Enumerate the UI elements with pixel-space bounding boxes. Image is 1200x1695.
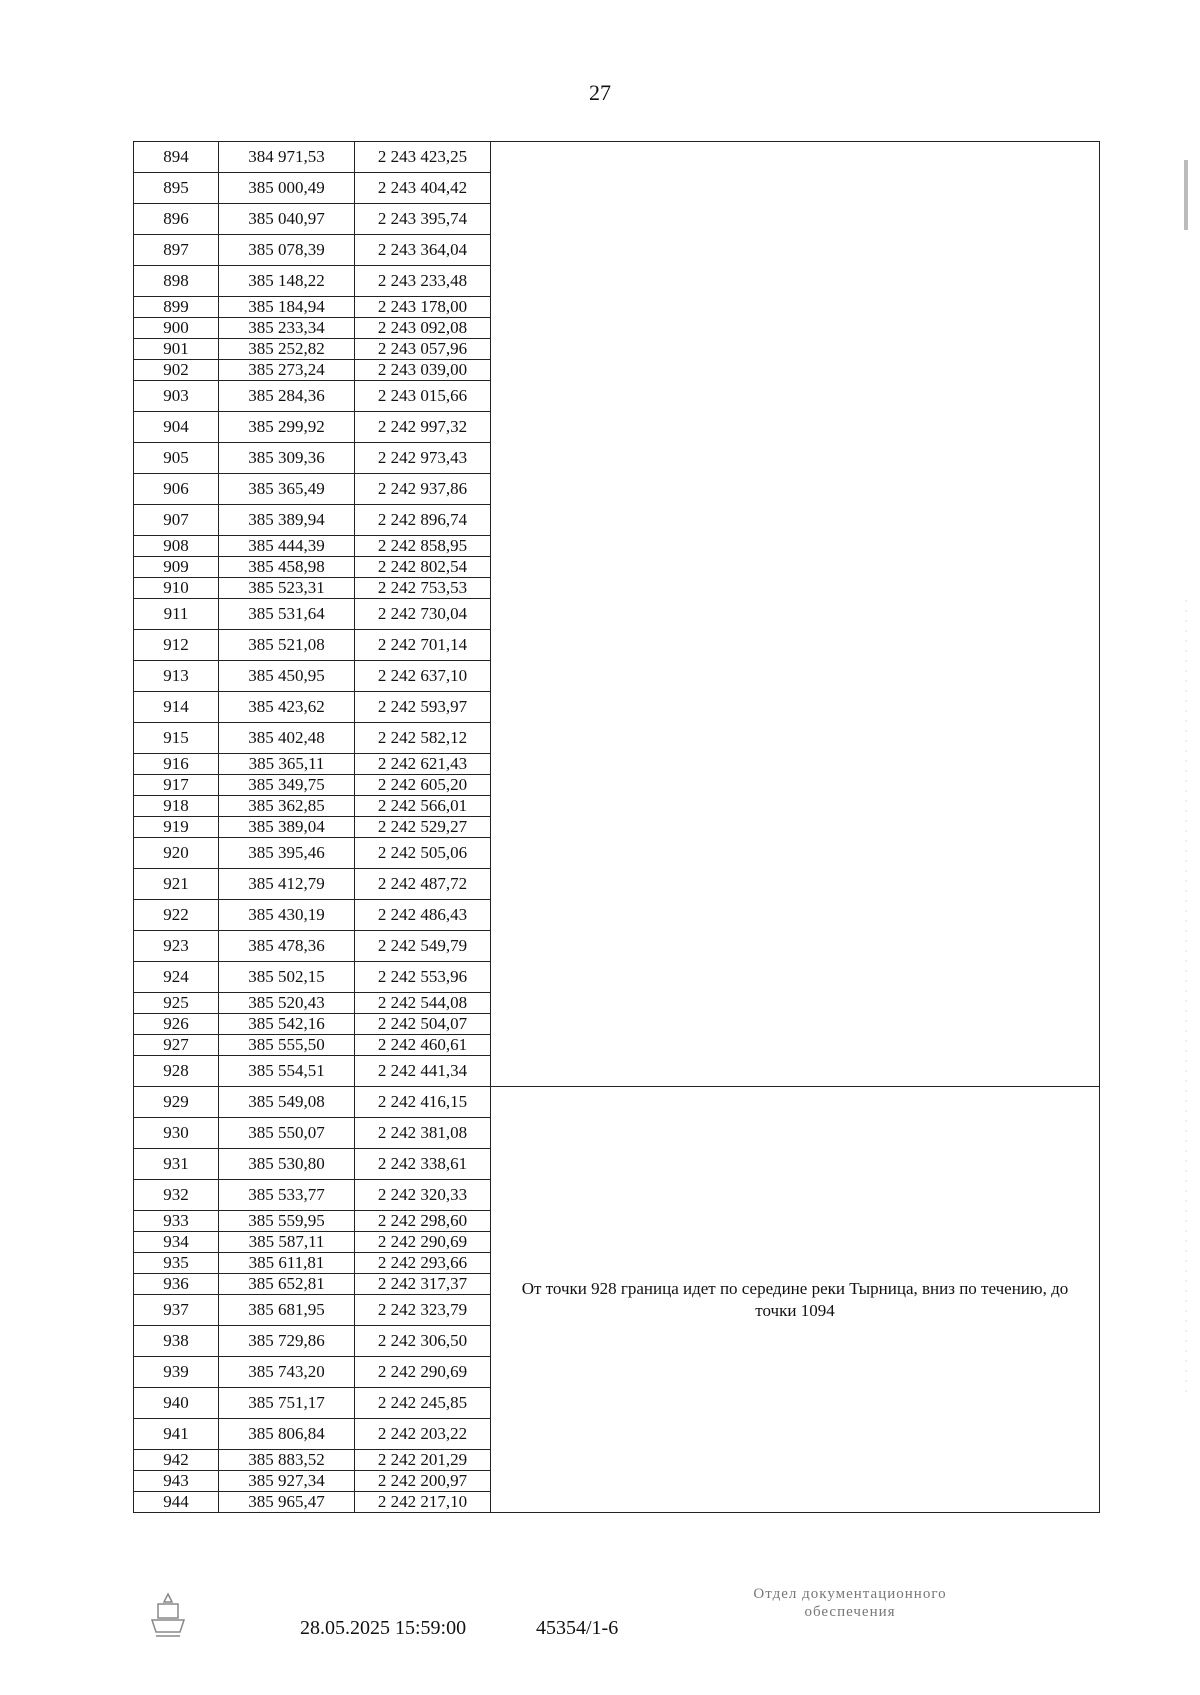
y-coordinate-cell: 2 242 323,79 [355,1295,491,1326]
point-number-cell: 916 [134,754,219,775]
point-number-cell: 903 [134,381,219,412]
point-number-cell: 906 [134,474,219,505]
x-coordinate-cell: 385 309,36 [219,443,355,474]
boundary-description: От точки 928 граница идет по середине реки Тырница, вниз по течению, до точки 1094 [491,1087,1100,1513]
x-coordinate-cell: 385 412,79 [219,869,355,900]
x-coordinate-cell: 385 349,75 [219,775,355,796]
point-number-cell: 913 [134,661,219,692]
x-coordinate-cell: 385 927,34 [219,1471,355,1492]
footer-doc-number: 45354/1-6 [536,1617,619,1639]
x-coordinate-cell: 385 530,80 [219,1149,355,1180]
x-coordinate-cell: 385 402,48 [219,723,355,754]
y-coordinate-cell: 2 242 320,33 [355,1180,491,1211]
point-number-cell: 910 [134,578,219,599]
page-number: 27 [589,80,611,105]
department-stamp-line1: Отдел документационного [753,1586,947,1602]
y-coordinate-cell: 2 242 582,12 [355,723,491,754]
point-number-cell: 930 [134,1118,219,1149]
x-coordinate-cell: 385 559,95 [219,1211,355,1232]
y-coordinate-cell: 2 242 605,20 [355,775,491,796]
y-coordinate-cell: 2 242 290,69 [355,1357,491,1388]
point-number-cell: 922 [134,900,219,931]
y-coordinate-cell: 2 242 441,34 [355,1056,491,1087]
y-coordinate-cell: 2 242 593,97 [355,692,491,723]
x-coordinate-cell: 385 389,94 [219,505,355,536]
y-coordinate-cell: 2 242 217,10 [355,1492,491,1513]
point-number-cell: 895 [134,173,219,204]
x-coordinate-cell: 385 502,15 [219,962,355,993]
y-coordinate-cell: 2 242 896,74 [355,505,491,536]
point-number-cell: 940 [134,1388,219,1419]
y-coordinate-cell: 2 242 290,69 [355,1232,491,1253]
table-row [134,142,1100,173]
coordinates-table [133,141,1100,1513]
y-coordinate-cell: 2 242 298,60 [355,1211,491,1232]
description-cell-empty [491,142,1100,1087]
x-coordinate-cell: 385 652,81 [219,1274,355,1295]
y-coordinate-cell: 2 242 338,61 [355,1149,491,1180]
point-number-cell: 929 [134,1087,219,1118]
y-coordinate-cell: 2 242 487,72 [355,869,491,900]
y-coordinate-cell: 2 242 201,29 [355,1450,491,1471]
x-coordinate-cell: 385 423,62 [219,692,355,723]
x-coordinate-cell: 385 554,51 [219,1056,355,1087]
point-number-cell: 936 [134,1274,219,1295]
point-number-cell: 934 [134,1232,219,1253]
point-number-cell: 896 [134,204,219,235]
point-number-cell: 912 [134,630,219,661]
y-coordinate-cell: 2 242 460,61 [355,1035,491,1056]
x-coordinate-cell: 385 365,49 [219,474,355,505]
y-coordinate-cell: 2 242 200,97 [355,1471,491,1492]
x-coordinate-cell: 385 000,49 [219,173,355,204]
y-coordinate-cell: 2 242 381,08 [355,1118,491,1149]
x-coordinate-cell: 385 729,86 [219,1326,355,1357]
y-coordinate-cell: 2 242 529,27 [355,817,491,838]
x-coordinate-cell: 385 681,95 [219,1295,355,1326]
point-number-cell: 897 [134,235,219,266]
x-coordinate-cell: 385 273,24 [219,360,355,381]
y-coordinate-cell: 2 243 364,04 [355,235,491,266]
point-number-cell: 898 [134,266,219,297]
y-coordinate-cell: 2 242 245,85 [355,1388,491,1419]
y-coordinate-cell: 2 242 306,50 [355,1326,491,1357]
point-number-cell: 915 [134,723,219,754]
y-coordinate-cell: 2 242 730,04 [355,599,491,630]
x-coordinate-cell: 385 521,08 [219,630,355,661]
y-coordinate-cell: 2 242 701,14 [355,630,491,661]
footer-timestamp: 28.05.2025 15:59:00 [300,1617,467,1639]
point-number-cell: 943 [134,1471,219,1492]
y-coordinate-cell: 2 243 233,48 [355,266,491,297]
point-number-cell: 904 [134,412,219,443]
x-coordinate-cell: 385 233,34 [219,318,355,339]
point-number-cell: 901 [134,339,219,360]
x-coordinate-cell: 385 299,92 [219,412,355,443]
x-coordinate-cell: 385 751,17 [219,1388,355,1419]
y-coordinate-cell: 2 242 317,37 [355,1274,491,1295]
point-number-cell: 935 [134,1253,219,1274]
y-coordinate-cell: 2 242 621,43 [355,754,491,775]
point-number-cell: 919 [134,817,219,838]
department-stamp [700,1585,1000,1621]
point-number-cell: 944 [134,1492,219,1513]
emblem-icon [148,1590,188,1638]
y-coordinate-cell: 2 243 395,74 [355,204,491,235]
y-coordinate-cell: 2 242 486,43 [355,900,491,931]
point-number-cell: 900 [134,318,219,339]
point-number-cell: 933 [134,1211,219,1232]
x-coordinate-cell: 385 395,46 [219,838,355,869]
department-stamp-line2: обеспечения [804,1604,896,1620]
x-coordinate-cell: 385 252,82 [219,339,355,360]
y-coordinate-cell: 2 242 566,01 [355,796,491,817]
x-coordinate-cell: 385 365,11 [219,754,355,775]
x-coordinate-cell: 385 611,81 [219,1253,355,1274]
x-coordinate-cell: 385 550,07 [219,1118,355,1149]
x-coordinate-cell: 385 148,22 [219,266,355,297]
point-number-cell: 894 [134,142,219,173]
point-number-cell: 914 [134,692,219,723]
x-coordinate-cell: 385 362,85 [219,796,355,817]
x-coordinate-cell: 385 458,98 [219,557,355,578]
y-coordinate-cell: 2 243 057,96 [355,339,491,360]
y-coordinate-cell: 2 242 293,66 [355,1253,491,1274]
x-coordinate-cell: 385 523,31 [219,578,355,599]
point-number-cell: 932 [134,1180,219,1211]
y-coordinate-cell: 2 242 553,96 [355,962,491,993]
x-coordinate-cell: 385 555,50 [219,1035,355,1056]
y-coordinate-cell: 2 242 504,07 [355,1014,491,1035]
point-number-cell: 926 [134,1014,219,1035]
x-coordinate-cell: 385 520,43 [219,993,355,1014]
x-coordinate-cell: 385 450,95 [219,661,355,692]
x-coordinate-cell: 385 430,19 [219,900,355,931]
point-number-cell: 927 [134,1035,219,1056]
point-number-cell: 925 [134,993,219,1014]
point-number-cell: 918 [134,796,219,817]
point-number-cell: 908 [134,536,219,557]
y-coordinate-cell: 2 242 203,22 [355,1419,491,1450]
point-number-cell: 920 [134,838,219,869]
x-coordinate-cell: 385 587,11 [219,1232,355,1253]
y-coordinate-cell: 2 242 416,15 [355,1087,491,1118]
y-coordinate-cell: 2 243 178,00 [355,297,491,318]
x-coordinate-cell: 385 806,84 [219,1419,355,1450]
point-number-cell: 924 [134,962,219,993]
x-coordinate-cell: 385 743,20 [219,1357,355,1388]
x-coordinate-cell: 385 883,52 [219,1450,355,1471]
y-coordinate-cell: 2 243 423,25 [355,142,491,173]
y-coordinate-cell: 2 242 802,54 [355,557,491,578]
x-coordinate-cell: 384 971,53 [219,142,355,173]
y-coordinate-cell: 2 242 505,06 [355,838,491,869]
point-number-cell: 941 [134,1419,219,1450]
point-number-cell: 931 [134,1149,219,1180]
y-coordinate-cell: 2 243 092,08 [355,318,491,339]
x-coordinate-cell: 385 284,36 [219,381,355,412]
point-number-cell: 939 [134,1357,219,1388]
x-coordinate-cell: 385 444,39 [219,536,355,557]
x-coordinate-cell: 385 549,08 [219,1087,355,1118]
point-number-cell: 937 [134,1295,219,1326]
point-number-cell: 905 [134,443,219,474]
point-number-cell: 902 [134,360,219,381]
x-coordinate-cell: 385 965,47 [219,1492,355,1513]
point-number-cell: 938 [134,1326,219,1357]
x-coordinate-cell: 385 184,94 [219,297,355,318]
point-number-cell: 907 [134,505,219,536]
y-coordinate-cell: 2 242 549,79 [355,931,491,962]
x-coordinate-cell: 385 389,04 [219,817,355,838]
scan-edge-marks [1184,0,1188,1695]
x-coordinate-cell: 385 040,97 [219,204,355,235]
point-number-cell: 942 [134,1450,219,1471]
y-coordinate-cell: 2 242 753,53 [355,578,491,599]
y-coordinate-cell: 2 242 997,32 [355,412,491,443]
point-number-cell: 917 [134,775,219,796]
point-number-cell: 899 [134,297,219,318]
y-coordinate-cell: 2 242 637,10 [355,661,491,692]
point-number-cell: 921 [134,869,219,900]
y-coordinate-cell: 2 243 039,00 [355,360,491,381]
point-number-cell: 928 [134,1056,219,1087]
y-coordinate-cell: 2 243 015,66 [355,381,491,412]
y-coordinate-cell: 2 242 973,43 [355,443,491,474]
y-coordinate-cell: 2 242 858,95 [355,536,491,557]
x-coordinate-cell: 385 078,39 [219,235,355,266]
point-number-cell: 909 [134,557,219,578]
x-coordinate-cell: 385 542,16 [219,1014,355,1035]
point-number-cell: 911 [134,599,219,630]
table-row [134,1087,1100,1118]
x-coordinate-cell: 385 531,64 [219,599,355,630]
x-coordinate-cell: 385 478,36 [219,931,355,962]
y-coordinate-cell: 2 242 937,86 [355,474,491,505]
x-coordinate-cell: 385 533,77 [219,1180,355,1211]
y-coordinate-cell: 2 242 544,08 [355,993,491,1014]
point-number-cell: 923 [134,931,219,962]
y-coordinate-cell: 2 243 404,42 [355,173,491,204]
